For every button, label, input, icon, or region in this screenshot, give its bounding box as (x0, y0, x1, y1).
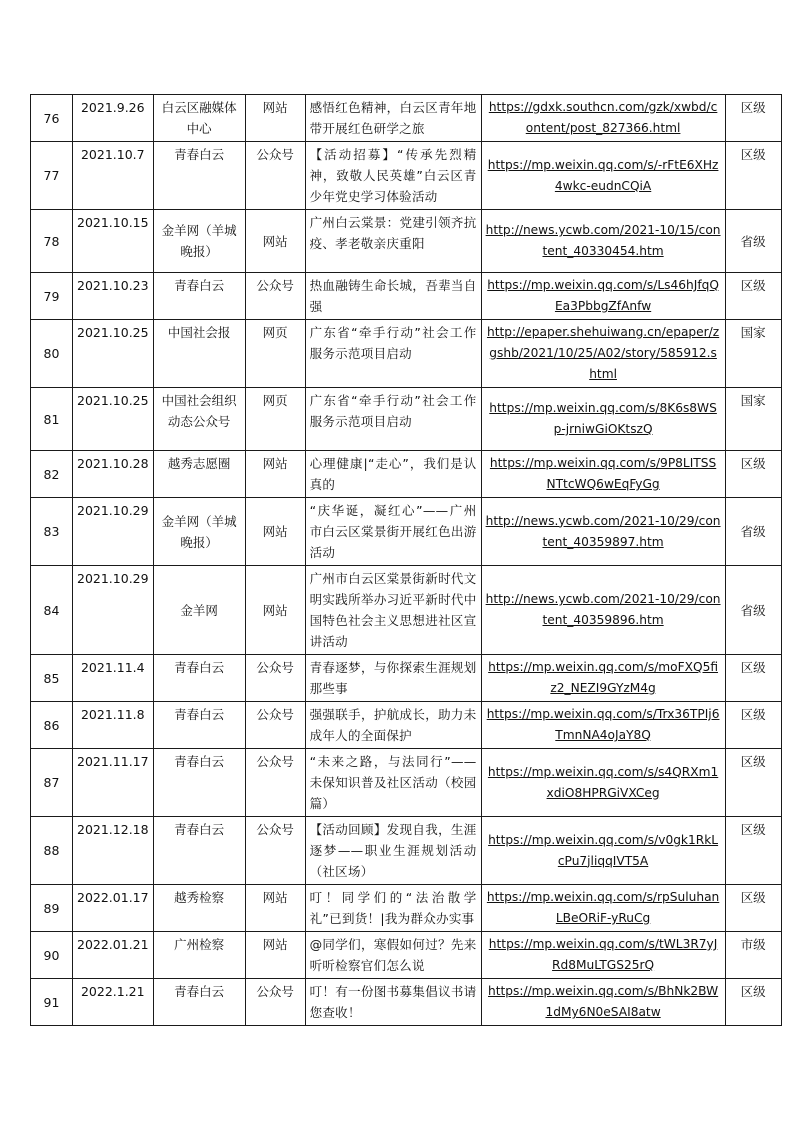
table-row (31, 388, 782, 451)
coverage-level: 区级 (725, 655, 781, 702)
table-row (31, 566, 782, 655)
channel-type: 网站 (245, 932, 305, 979)
publish-date: 2021.9.26 (73, 95, 154, 142)
article-title: 强强联手，护航成长，助力未成年人的全面保护 (305, 702, 481, 749)
channel-type: 公众号 (245, 749, 305, 817)
row-number: 79 (31, 273, 73, 320)
article-title: 广州市白云区棠景街新时代文明实践所举办习近平新时代中国特色社会主义思想进社区宣讲活动 (305, 566, 481, 655)
table-row (31, 273, 782, 320)
article-link[interactable] (481, 979, 725, 1026)
article-link[interactable] (481, 451, 725, 498)
article-link[interactable] (481, 210, 725, 273)
media-source: 中国社会报 (153, 320, 245, 388)
url-link-text[interactable]: https://mp.weixin.qq.com/s/Ls46hJfqQEa3PbbgZfAnfw (487, 278, 719, 313)
article-title: 青春逐梦，与你探索生涯规划那些事 (305, 655, 481, 702)
row-number: 89 (31, 885, 73, 932)
publish-date: 2021.11.17 (73, 749, 154, 817)
article-title: 【活动招募】“传承先烈精神，致敬人民英雄”白云区青少年党史学习体验活动 (305, 142, 481, 210)
channel-type: 公众号 (245, 273, 305, 320)
publish-date: 2021.11.8 (73, 702, 154, 749)
article-link[interactable] (481, 655, 725, 702)
table-row (31, 817, 782, 885)
publish-date: 2021.10.29 (73, 566, 154, 655)
media-source: 青春白云 (153, 702, 245, 749)
article-title: 叮！同学们的“法治散学礼”已到货！|我为群众办实事 (305, 885, 481, 932)
coverage-level: 区级 (725, 817, 781, 885)
article-link[interactable] (481, 885, 725, 932)
url-link-text[interactable]: http://epaper.shehuiwang.cn/epaper/zgshb/2021/10/25/A02/story/585912.shtml (486, 325, 720, 381)
article-link[interactable] (481, 566, 725, 655)
url-link-text[interactable]: https://mp.weixin.qq.com/s/rpSuluhanLBeORiF-yRuCg (486, 890, 720, 925)
row-number: 88 (31, 817, 73, 885)
article-title: 叮！有一份图书募集倡议书请您查收！ (305, 979, 481, 1026)
table-row (31, 702, 782, 749)
row-number: 81 (31, 388, 73, 451)
row-number: 80 (31, 320, 73, 388)
table-row (31, 979, 782, 1026)
table-row (31, 932, 782, 979)
channel-type: 网站 (245, 498, 305, 566)
url-link-text[interactable]: http://news.ycwb.com/2021-10/29/content_40359897.htm (485, 513, 721, 549)
article-title: 广州白云棠景：党建引领齐抗疫、孝老敬亲庆重阳 (305, 210, 481, 273)
table-row (31, 320, 782, 388)
row-number: 91 (31, 979, 73, 1026)
channel-type: 公众号 (245, 655, 305, 702)
table-row (31, 655, 782, 702)
media-source: 青春白云 (153, 749, 245, 817)
media-source: 广州检察 (153, 932, 245, 979)
media-coverage-table (30, 94, 782, 1026)
coverage-level: 区级 (725, 749, 781, 817)
article-link[interactable] (481, 749, 725, 817)
article-title: 感悟红色精神，白云区青年地带开展红色研学之旅 (305, 95, 481, 142)
url-link-text[interactable]: http://news.ycwb.com/2021-10/15/content_40330454.htm (485, 223, 721, 258)
article-title: 【活动回顾】发现自我，生涯逐梦——职业生涯规划活动（社区场） (305, 817, 481, 885)
channel-type: 网站 (245, 566, 305, 655)
url-link-text[interactable]: https://mp.weixin.qq.com/s/moFXQ5fiz2_NEZI9GYzM4g (488, 660, 719, 695)
article-title: @同学们，寒假如何过？先来听听检察官们怎么说 (305, 932, 481, 979)
row-number: 83 (31, 498, 73, 566)
channel-type: 网站 (245, 885, 305, 932)
url-link-text[interactable]: https://mp.weixin.qq.com/s/BhNk2BW1dMy6N0eSAI8atw (488, 984, 719, 1019)
publish-date: 2021.12.18 (73, 817, 154, 885)
url-link-text[interactable]: https://gdxk.southcn.com/gzk/xwbd/content/post_827366.html (488, 100, 718, 135)
media-source: 金羊网（羊城晚报） (153, 498, 245, 566)
media-source: 越秀检察 (153, 885, 245, 932)
article-link[interactable] (481, 932, 725, 979)
url-link-text[interactable]: https://mp.weixin.qq.com/s/v0gk1RkLcPu7jliqqIVT5A (488, 832, 719, 868)
publish-date: 2021.10.25 (73, 388, 154, 451)
media-source: 白云区融媒体中心 (153, 95, 245, 142)
media-source: 中国社会组织动态公众号 (153, 388, 245, 451)
publish-date: 2021.10.15 (73, 210, 154, 273)
channel-type: 网页 (245, 320, 305, 388)
publish-date: 2021.11.4 (73, 655, 154, 702)
coverage-level: 区级 (725, 95, 781, 142)
publish-date: 2021.10.28 (73, 451, 154, 498)
publish-date: 2022.01.21 (73, 932, 154, 979)
table-row (31, 885, 782, 932)
coverage-level: 区级 (725, 142, 781, 210)
url-link-text[interactable]: https://mp.weixin.qq.com/s/8K6s8WSp-jrniwGiOKtszQ (489, 401, 717, 436)
coverage-level: 区级 (725, 273, 781, 320)
media-source: 青春白云 (153, 655, 245, 702)
coverage-level: 区级 (725, 979, 781, 1026)
row-number: 87 (31, 749, 73, 817)
row-number: 77 (31, 142, 73, 210)
table-row (31, 95, 782, 142)
table-body (31, 95, 782, 1026)
row-number: 82 (31, 451, 73, 498)
media-source: 青春白云 (153, 979, 245, 1026)
coverage-level: 省级 (725, 498, 781, 566)
article-title: 广东省“牵手行动”社会工作服务示范项目启动 (305, 388, 481, 451)
article-title: “未来之路，与法同行”——未保知识普及社区活动（校园篇） (305, 749, 481, 817)
media-source: 青春白云 (153, 817, 245, 885)
url-link-text[interactable]: https://mp.weixin.qq.com/s/9P8LITSSNTtcWQ6wEqFyGg (489, 456, 717, 491)
article-link[interactable] (481, 817, 725, 885)
channel-type: 公众号 (245, 817, 305, 885)
media-source: 金羊网（羊城晚报） (153, 210, 245, 273)
row-number: 85 (31, 655, 73, 702)
coverage-level: 市级 (725, 932, 781, 979)
channel-type: 公众号 (245, 979, 305, 1026)
row-number: 90 (31, 932, 73, 979)
article-title: 心理健康|“走心”，我们是认真的 (305, 451, 481, 498)
article-link[interactable] (481, 498, 725, 566)
url-link-text[interactable]: https://mp.weixin.qq.com/s/tWL3R7yJRd8MuLTGS25rQ (488, 937, 718, 972)
row-number: 78 (31, 210, 73, 273)
publish-date: 2021.10.29 (73, 498, 154, 566)
media-source: 青春白云 (153, 273, 245, 320)
row-number: 84 (31, 566, 73, 655)
row-number: 86 (31, 702, 73, 749)
publish-date: 2021.10.23 (73, 273, 154, 320)
publish-date: 2021.10.25 (73, 320, 154, 388)
coverage-level: 国家 (725, 388, 781, 451)
table-row (31, 210, 782, 273)
table-row (31, 142, 782, 210)
channel-type: 公众号 (245, 142, 305, 210)
article-link[interactable] (481, 702, 725, 749)
article-title: 热血融铸生命长城，吾辈当自强 (305, 273, 481, 320)
publish-date: 2022.1.21 (73, 979, 154, 1026)
url-link-text[interactable]: http://news.ycwb.com/2021-10/29/content_40359896.htm (485, 592, 721, 627)
channel-type: 网站 (245, 451, 305, 498)
url-link-text[interactable]: https://mp.weixin.qq.com/s/-rFtE6XHz4wkc-eudnCQiA (487, 157, 719, 193)
channel-type: 网站 (245, 95, 305, 142)
media-source: 越秀志愿圈 (153, 451, 245, 498)
channel-type: 网站 (245, 210, 305, 273)
url-link-text[interactable]: https://mp.weixin.qq.com/s/Trx36TPIj6TmnNA4oJaY8Q (486, 707, 720, 742)
url-link-text[interactable]: https://mp.weixin.qq.com/s/s4QRXm1xdiO8HPRGiVXCeg (487, 764, 719, 800)
media-source: 金羊网 (153, 566, 245, 655)
article-link[interactable] (481, 95, 725, 142)
article-link[interactable] (481, 320, 725, 388)
row-number: 76 (31, 95, 73, 142)
media-source: 青春白云 (153, 142, 245, 210)
article-link[interactable] (481, 142, 725, 210)
coverage-level: 国家 (725, 320, 781, 388)
article-link[interactable] (481, 273, 725, 320)
table-row (31, 749, 782, 817)
table-row (31, 451, 782, 498)
table-row (31, 498, 782, 566)
coverage-level: 省级 (725, 210, 781, 273)
coverage-level: 省级 (725, 566, 781, 655)
channel-type: 公众号 (245, 702, 305, 749)
article-title: 广东省“牵手行动”社会工作服务示范项目启动 (305, 320, 481, 388)
article-title: “庆华诞，凝红心”——广州市白云区棠景街开展红色出游活动 (305, 498, 481, 566)
article-link[interactable] (481, 388, 725, 451)
publish-date: 2022.01.17 (73, 885, 154, 932)
coverage-level: 区级 (725, 885, 781, 932)
coverage-level: 区级 (725, 451, 781, 498)
publish-date: 2021.10.7 (73, 142, 154, 210)
coverage-level: 区级 (725, 702, 781, 749)
channel-type: 网页 (245, 388, 305, 451)
